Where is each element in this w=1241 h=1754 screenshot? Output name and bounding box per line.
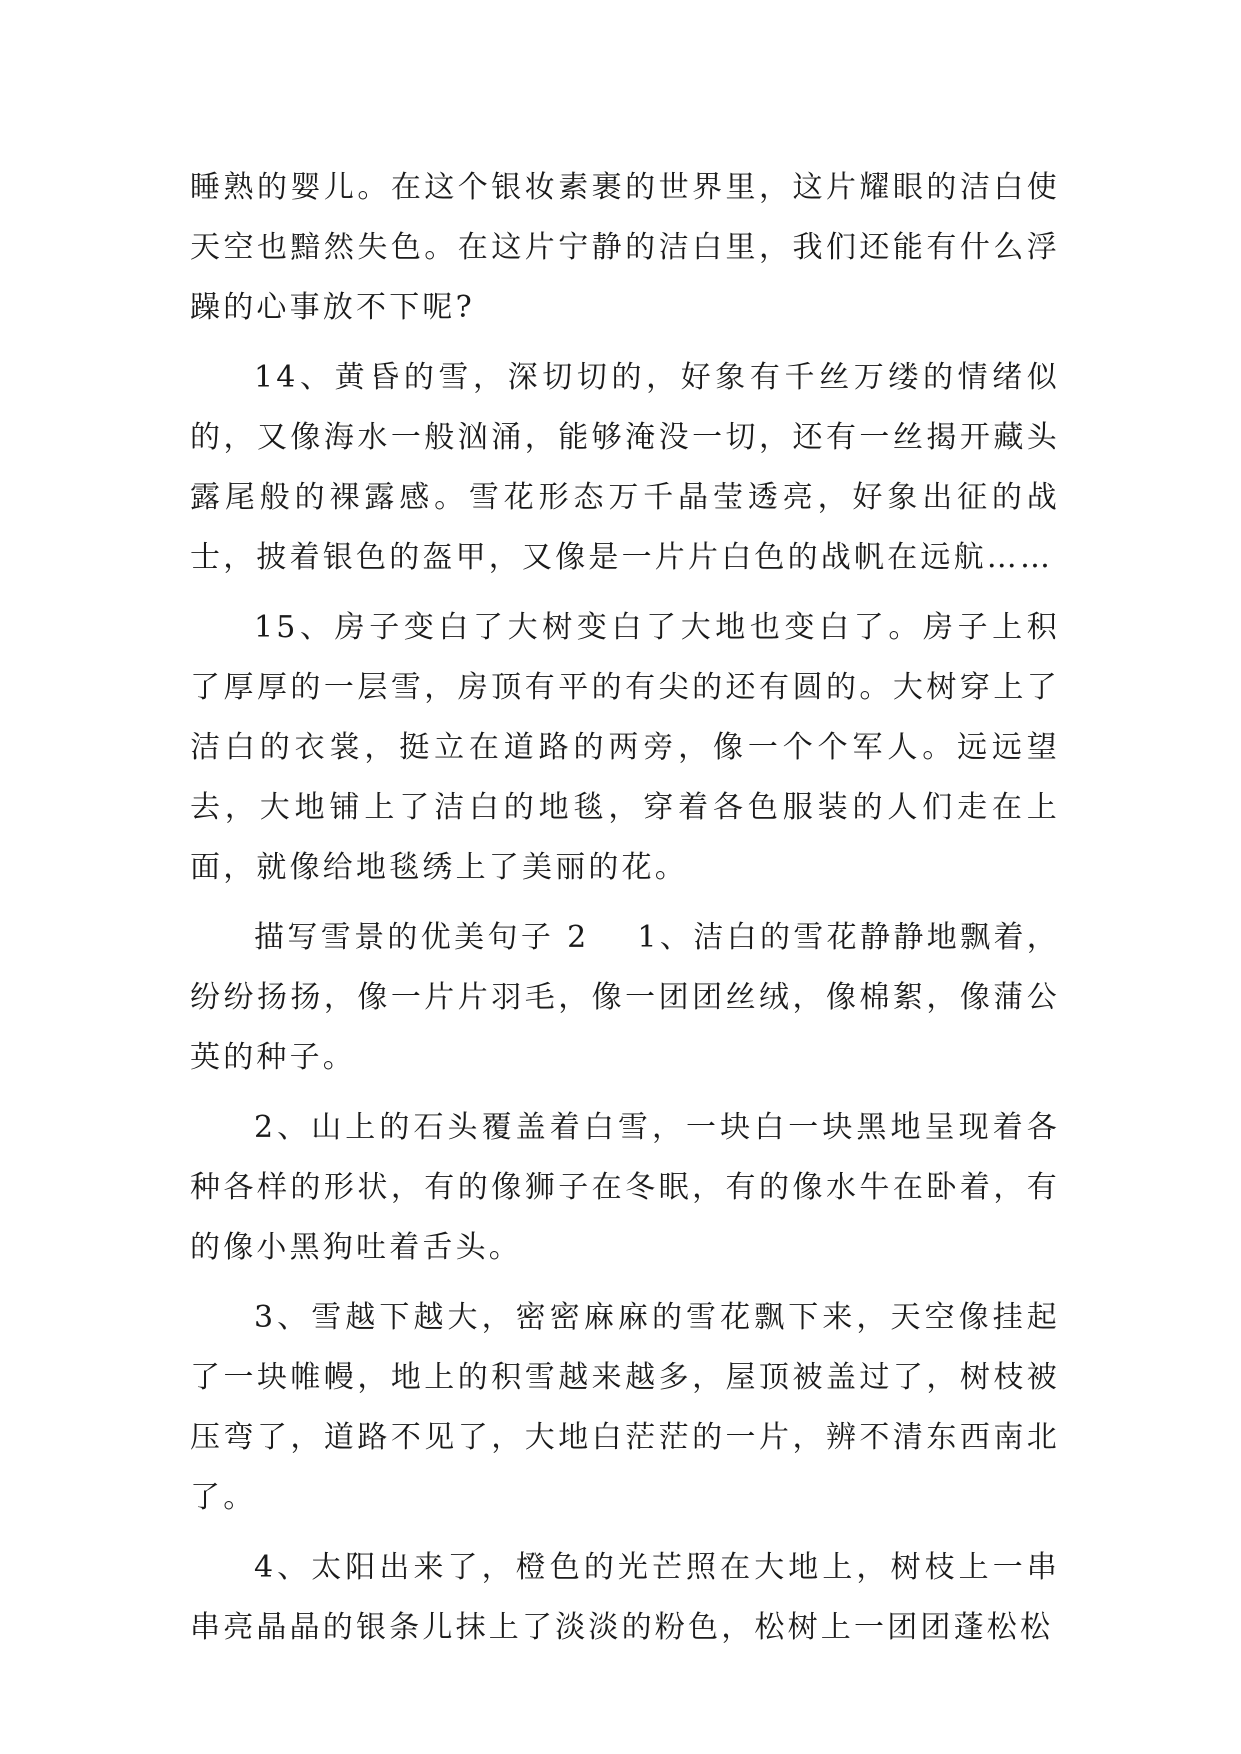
- paragraph-continuation: 睡熟的婴儿。在这个银妆素裹的世界里，这片耀眼的洁白使天空也黯然失色。在这片宁静的洁白里，我们还能有什么浮躁的心事放不下呢?: [190, 170, 1060, 325]
- paragraph-item-3: 3、雪越下越大，密密麻麻的雪花飘下来，天空像挂起了一块帷幔，地上的积雪越来越多，屋顶被盖过了，树枝被压弯了，道路不见了，大地白茫茫的一片，辨不清东西南北了。: [190, 1300, 1060, 1515]
- paragraph-item-14: 14、黄昏的雪，深切切的，好象有千丝万缕的情绪似的，又像海水一般汹涌，能够淹没一切，还有一丝揭开藏头露尾般的裸露感。雪花形态万千晶莹透亮，好象出征的战士，披着银色的盔甲，又像是一片片白色的战帆在远航……: [190, 360, 1060, 575]
- section-first-item: 1、洁白的雪花静静地飘着，纷纷扬扬，像一片片羽毛，像一团团丝绒，像棉絮，像蒲公英的种子。: [190, 920, 1061, 1075]
- paragraph-item-15: 15、房子变白了大树变白了大地也变白了。房子上积了厚厚的一层雪，房顶有平的有尖的还有圆的。大树穿上了洁白的衣裳，挺立在道路的两旁，像一个个军人。远远望去，大地铺上了洁白的地毯，穿着各色服装的人们走在上面，就像给地毯绣上了美丽的花。: [190, 610, 1060, 885]
- section-title: 描写雪景的优美句子 2: [254, 920, 590, 955]
- section-paragraph: [190, 908, 1060, 1088]
- paragraph-item-4: 4、太阳出来了，橙色的光芒照在大地上，树枝上一串串亮晶晶的银条儿抹上了淡淡的粉色，松树上一团团蓬松松: [190, 1550, 1060, 1645]
- paragraph-item-2: 2、山上的石头覆盖着白雪，一块白一块黑地呈现着各种各样的形状，有的像狮子在冬眠，有的像水牛在卧着，有的像小黑狗吐着舌头。: [190, 1110, 1060, 1265]
- document-body: [190, 158, 1060, 1668]
